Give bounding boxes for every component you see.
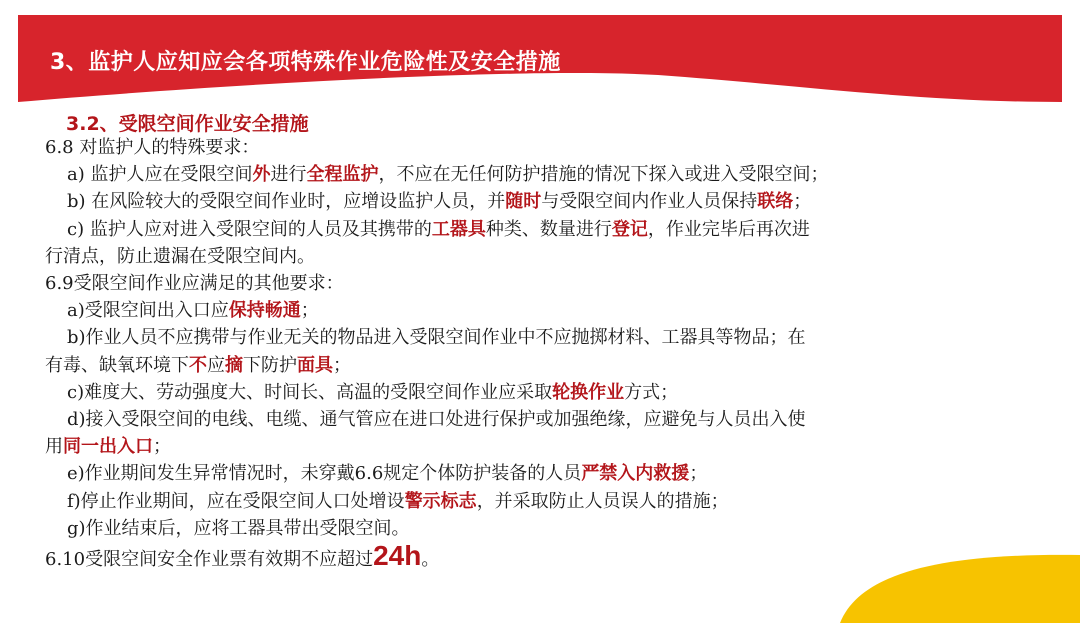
item-6-9-c [45,379,1045,406]
section-subtitle: 3.2、受限空间作业安全措施 [66,113,309,135]
highlight: 全程监护 [306,164,379,186]
text: 。 [421,549,440,571]
highlight: 轮换作业 [552,381,625,403]
highlight: 随时 [505,191,542,213]
highlight: 保持畅通 [228,300,301,322]
text: b) 在风险较大的受限空间作业时，应增设监护人员，并 [67,191,506,213]
item-6-9-a [45,297,1045,324]
text: d)接入受限空间的电线、电缆、通气管应在进口处进行保护或加强绝缘，应避免与人员出入使 [67,409,806,431]
highlight: 严禁入内救援 [581,463,690,485]
item-6-9-f [45,488,1045,515]
item-6-9-d-continued [45,433,1045,460]
item-6-8-c [45,216,1045,243]
item-6-9-d [45,406,1045,433]
text: ； [793,191,812,213]
validity-hours: 24h [373,540,422,572]
text: 用 [45,436,63,458]
heading-text: 6.9受限空间作业应满足的其他要求： [45,273,344,295]
highlight: 面具 [297,354,333,376]
text: 行清点，防止遗漏在受限空间内。 [45,245,315,267]
text: 6.10受限空间安全作业票有效期不应超过 [45,549,374,571]
highlight: 登记 [611,218,648,240]
highlight: 摘 [225,354,243,376]
text: f)停止作业期间，应在受限空间人口处增设 [67,490,405,512]
text: c)难度大、劳动强度大、时间长、高温的受限空间作业应采取 [67,381,553,403]
text: 有毒、缺氧环境下 [45,354,189,376]
text: 下防护 [243,354,297,376]
highlight: 同一出入口 [63,436,153,458]
text: b)作业人员不应携带与作业无关的物品进入受限空间作业中不应抛掷材料、工器具等物品；在 [67,327,806,349]
section-6-10 [45,542,1045,573]
text: ； [153,436,171,458]
highlight: 外 [252,164,271,186]
item-6-9-g [45,515,1045,542]
text: 方式； [624,381,679,403]
item-6-9-b [45,324,1045,351]
text: a)受限空间出入口应 [67,300,229,322]
text: a) 监护人应在受限空间 [67,164,253,186]
text: ； [300,300,319,322]
text: 应 [207,354,225,376]
text: e)作业期间发生异常情况时，未穿戴6.6规定个体防护装备的人员 [67,463,582,485]
highlight: 不 [189,354,207,376]
header-banner [18,15,1062,102]
text: ，并采取防止人员误人的措施； [476,490,729,512]
heading-text: 6.8 对监护人的特殊要求： [45,137,260,158]
highlight: 联络 [757,191,794,213]
section-6-9-heading [45,270,1045,297]
item-6-8-a [45,161,1045,188]
text: 进行 [270,164,307,186]
text: ，作业完毕后再次进 [647,218,810,240]
section-6-8-heading [45,134,1045,161]
highlight: 工器具 [431,218,486,240]
text: 种类、数量进行 [485,218,612,240]
content-body [45,134,1045,573]
highlight: 警示标志 [404,490,477,512]
text: c) 监护人应对进入受限空间的人员及其携带的 [67,218,432,240]
text: 与受限空间内作业人员保持 [541,191,758,213]
text: ； [689,463,708,485]
page-title: 3、监护人应知应会各项特殊作业危险性及安全措施 [50,50,561,75]
item-6-9-b-continued [45,352,1045,379]
item-6-8-c-continued [45,243,1045,270]
text: ，不应在无任何防护措施的情况下探入或进入受限空间； [378,164,829,186]
text: g)作业结束后，应将工器具带出受限空间。 [67,517,410,539]
item-6-8-b [45,188,1045,215]
text: ； [333,354,351,376]
item-6-9-e [45,460,1045,487]
